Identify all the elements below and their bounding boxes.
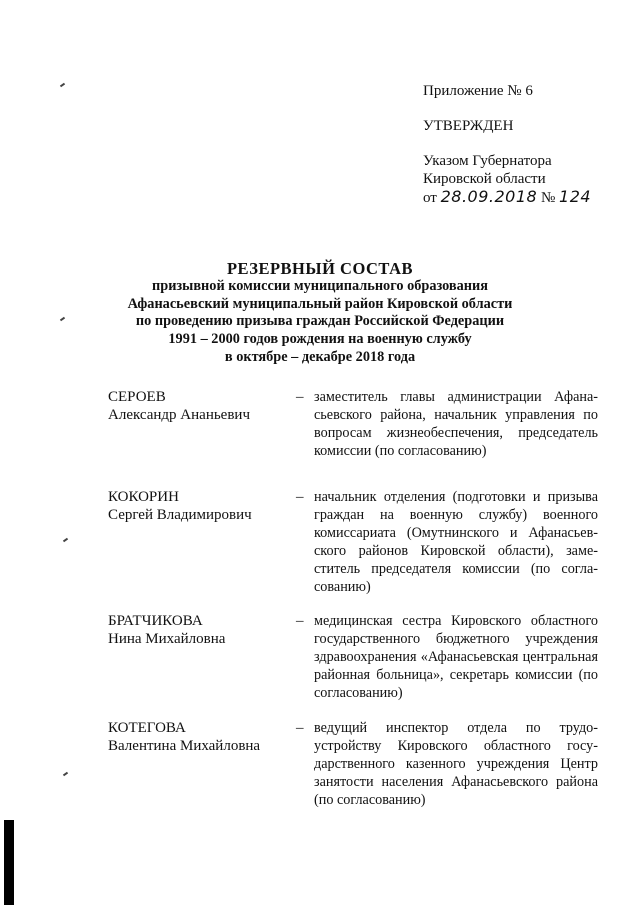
scan-speck <box>60 83 65 88</box>
dash-separator: – <box>296 613 304 629</box>
handwritten-date: 28.09.2018 <box>440 187 538 206</box>
title-line: по проведению призыва граждан Российской Федерации <box>135 313 505 330</box>
scan-speck <box>63 538 68 543</box>
member-role: медицинская сестра Кировского областного государственного бюджетного учреждения здравоохранения «Афанасьевская центральная районная больница», секретарь комиссии (по согласованию) <box>314 613 598 702</box>
scan-speck <box>63 772 68 777</box>
scan-edge-bar <box>4 820 14 905</box>
number-sign: № <box>540 190 556 206</box>
approved-by-line2: Кировской области <box>423 171 546 187</box>
member-given-names: Александр Ананьевич <box>108 407 250 423</box>
approved-label: УТВЕРЖДЕН <box>423 118 514 134</box>
handwritten-number: 124 <box>559 187 592 206</box>
member-surname: КОКОРИН <box>108 489 179 505</box>
member-role: заместитель главы администрации Афанасьевского района, начальник управления по вопросам жизнеобеспечения, председатель комиссии (по согласованию) <box>314 389 598 460</box>
member-name <box>108 488 288 524</box>
approved-by-line1: Указом Губернатора <box>423 153 552 169</box>
member-surname: КОТЕГОВА <box>108 720 186 736</box>
title-line: призывной комиссии муниципального образования <box>152 278 488 294</box>
title-line: Афанасьевский муниципальный район Кировской области <box>127 295 513 312</box>
title-line: 1991 – 2000 годов рождения на военную службу <box>168 331 472 348</box>
member-role: начальник отделения (подготовки и призыва граждан на военную службу) военного комиссариата (Омутнинского и Афанасьевского районов Кировской области), заместитель председателя комиссии (по согласованию) <box>314 489 598 596</box>
document-title <box>80 259 560 367</box>
scan-speck <box>60 317 65 322</box>
member-name <box>108 388 288 424</box>
appendix-number: Приложение № 6 <box>423 83 533 99</box>
member-surname: БРАТЧИКОВА <box>108 613 203 629</box>
member-name <box>108 719 288 755</box>
title-line: в октябре – декабре 2018 года <box>224 348 416 365</box>
member-given-names: Валентина Михайловна <box>108 738 261 754</box>
from-prefix: от <box>423 190 437 206</box>
dash-separator: – <box>296 720 304 736</box>
member-role: ведущий инспектор отдела по трудоустройству Кировского областного государственного казенного учреждения Центр занятости населения Афанасьевского района (по согласованию) <box>314 720 598 809</box>
member-surname: СЕРОЕВ <box>108 389 166 405</box>
dash-separator: – <box>296 389 304 405</box>
dash-separator: – <box>296 489 304 505</box>
approval-block <box>423 82 591 207</box>
member-given-names: Сергей Владимирович <box>108 507 252 523</box>
member-name <box>108 612 288 648</box>
decree-date-number <box>423 188 591 207</box>
member-given-names: Нина Михайловна <box>108 631 226 647</box>
title-main: РЕЗЕРВНЫЙ СОСТАВ <box>226 259 414 278</box>
